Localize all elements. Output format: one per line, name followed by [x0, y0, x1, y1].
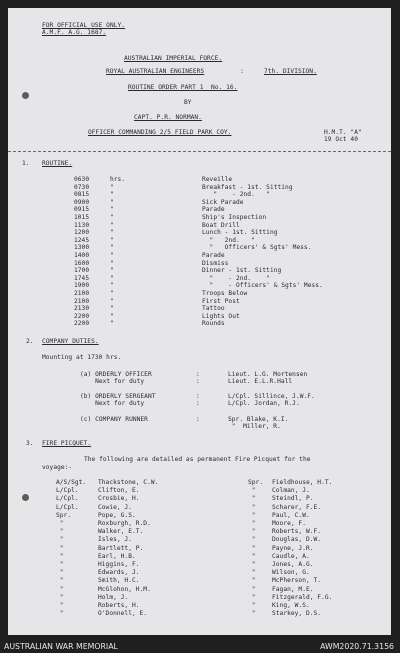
- routine-unit: ": [110, 259, 114, 267]
- punch-hole-bottom: [22, 494, 29, 501]
- routine-event: Breakfast - 1st. Sitting: [202, 183, 293, 191]
- routine-event: " - 2nd. ": [202, 274, 270, 282]
- author-name: CAPT. P.R. NORMAN.: [134, 114, 202, 121]
- section-1-heading: ROUTINE.: [42, 160, 73, 167]
- duty-separator: :: [196, 416, 200, 423]
- picquet-left-name: McGlohon, H.M.: [98, 585, 151, 593]
- picquet-right-name: Roberts, W.F.: [272, 528, 322, 536]
- picquet-left-name: O'Donnell, E.: [98, 610, 148, 618]
- picquet-right-rank: ": [248, 577, 256, 585]
- routine-event: Troops Below: [202, 290, 248, 297]
- section-3-number: 3.: [26, 440, 34, 447]
- picquet-left-rank: ": [56, 577, 64, 585]
- picquet-right-rank: ": [248, 536, 256, 544]
- routine-time: 0630: [74, 176, 90, 183]
- routine-event: Boat Drill: [202, 221, 240, 229]
- picquet-right-rank: ": [248, 544, 256, 552]
- picquet-right-name: Fieldhouse, H.T.: [272, 479, 333, 486]
- picquet-right-rank: ": [248, 511, 256, 519]
- picquet-left-rank: ": [56, 593, 64, 601]
- picquet-left-rank: L/Cpl.: [56, 495, 79, 503]
- duty-value: Spr. Blake, K.I.: [228, 416, 289, 423]
- picquet-left-name: Roxburgh, R.D.: [98, 520, 151, 527]
- duty-label: Next for duty: [80, 378, 145, 385]
- picquet-left-rank: ": [56, 536, 64, 544]
- picquet-left-rank: A/S/Sgt.: [56, 479, 87, 486]
- routine-unit: ": [110, 282, 114, 290]
- section-1-number: 1.: [22, 160, 30, 167]
- picquet-left-name: Roberts, H.: [98, 602, 140, 609]
- by-label: BY: [184, 99, 192, 106]
- division-name: 7th. DIVISION.: [264, 68, 317, 75]
- picquet-right-name: Starkey, D.S.: [272, 610, 322, 618]
- routine-time: 1745: [74, 274, 90, 282]
- routine-unit: ": [110, 229, 114, 237]
- picquet-left-name: Walker, E.T.: [98, 528, 144, 536]
- unit-separator: :: [240, 68, 244, 75]
- picquet-intro-line-1: The following are detailed as permanent Fire Picquet for the: [84, 456, 311, 463]
- duty-value: Lieut. L.G. Mortensen: [228, 371, 308, 378]
- routine-time: 1200: [74, 229, 90, 237]
- picquet-left-rank: L/Cpl.: [56, 487, 79, 495]
- picquet-right-rank: ": [248, 520, 256, 527]
- picquet-left-rank: ": [56, 602, 64, 609]
- routine-time: 1300: [74, 244, 90, 252]
- section-2-heading: COMPANY DUTIES.: [42, 338, 99, 345]
- picquet-right-name: Moore, F.: [272, 520, 306, 527]
- routine-unit: ": [110, 221, 114, 229]
- routine-unit: ": [110, 252, 114, 259]
- picquet-right-rank: ": [248, 602, 256, 609]
- routine-time: 1245: [74, 236, 90, 244]
- routine-event: Lights Out: [202, 312, 240, 320]
- section-3-heading: FIRE PICQUET.: [42, 440, 92, 447]
- order-title: ROUTINE ORDER PART 1 No. 16.: [128, 84, 238, 91]
- duty-separator: :: [196, 371, 200, 378]
- picquet-left-name: Higgins, F.: [98, 561, 140, 568]
- document-page: [8, 8, 391, 635]
- mounting-time: Mounting at 1730 hrs.: [42, 354, 122, 361]
- picquet-left-name: Clifton, E.: [98, 487, 140, 495]
- duty-label: (a) ORDERLY OFFICER: [80, 371, 152, 378]
- ship-designation: H.M.T. "A": [324, 129, 362, 136]
- routine-unit: ": [110, 236, 114, 244]
- routine-time: 2200: [74, 312, 90, 320]
- force-title: AUSTRALIAN IMPERIAL FORCE.: [124, 55, 223, 62]
- routine-unit: ": [110, 214, 114, 221]
- picquet-left-rank: ": [56, 569, 64, 577]
- punch-hole-top: [22, 92, 29, 99]
- picquet-right-rank: ": [248, 552, 256, 560]
- picquet-right-rank: ": [248, 487, 256, 495]
- duty-separator: :: [196, 378, 200, 385]
- picquet-right-rank: ": [248, 610, 256, 618]
- routine-unit: ": [110, 198, 114, 206]
- routine-unit: ": [110, 320, 114, 328]
- picquet-left-name: Crosbie, H.: [98, 495, 140, 503]
- routine-unit: ": [110, 290, 114, 297]
- picquet-left-rank: ": [56, 585, 64, 593]
- routine-event: Lunch - 1st. Sitting: [202, 229, 278, 237]
- routine-time: 1900: [74, 282, 90, 290]
- routine-time: 1700: [74, 267, 90, 275]
- picquet-left-rank: ": [56, 610, 64, 618]
- picquet-left-rank: L/Cpl.: [56, 503, 79, 511]
- routine-time: 2100: [74, 297, 90, 305]
- routine-time: 1015: [74, 214, 90, 221]
- routine-time: 0900: [74, 198, 90, 206]
- picquet-left-name: Isles, J.: [98, 536, 132, 544]
- duty-value: Lieut. E.L.R.Hall: [228, 378, 293, 385]
- security-line-1: FOR OFFICIAL USE ONLY.: [42, 22, 126, 29]
- routine-unit: ": [110, 305, 114, 313]
- routine-event: Sick Parade: [202, 198, 244, 206]
- picquet-right-name: Scharer, F.E.: [272, 503, 322, 511]
- picquet-right-name: McPherson, T.: [272, 577, 322, 585]
- routine-unit: ": [110, 191, 114, 199]
- routine-unit: ": [110, 267, 114, 275]
- picquet-left-name: Earl, H.B.: [98, 552, 136, 560]
- duty-label: (c) COMPANY RUNNER: [80, 416, 148, 423]
- routine-unit: ": [110, 312, 114, 320]
- picquet-right-rank: ": [248, 561, 256, 568]
- picquet-right-rank: ": [248, 495, 256, 503]
- duty-value: L/Cpl. Sillince, J.W.F.: [228, 393, 315, 400]
- routine-event: Tattoo: [202, 305, 225, 313]
- routine-event: " - 2nd. ": [202, 191, 270, 199]
- routine-event: " 2nd. ": [202, 236, 255, 244]
- picquet-left-rank: Spr.: [56, 511, 72, 519]
- picquet-right-name: Fagan, M.E.: [272, 585, 314, 593]
- picquet-right-name: Fitzgerald, F.G.: [272, 593, 333, 601]
- picquet-right-name: Steindl, P.: [272, 495, 314, 503]
- routine-event: Dinner - 1st. Sitting: [202, 267, 282, 275]
- routine-time: 1600: [74, 259, 90, 267]
- picquet-left-rank: ": [56, 561, 64, 568]
- unit-name: ROYAL AUSTRALIAN ENGINEERS: [106, 68, 205, 75]
- security-line-2: A.M.F. A.G. 1687.: [42, 29, 107, 36]
- duty-label: Next for duty: [80, 400, 145, 407]
- picquet-right-rank: ": [248, 528, 256, 536]
- duty-value: L/Cpl. Jordan, R.J.: [228, 400, 300, 407]
- routine-time: 1400: [74, 252, 90, 259]
- duty-label: (b) ORDERLY SERGEANT: [80, 393, 156, 400]
- picquet-right-name: Paul, C.W.: [272, 511, 310, 519]
- picquet-left-rank: ": [56, 528, 64, 536]
- picquet-right-rank: ": [248, 593, 256, 601]
- routine-time: 2200: [74, 320, 90, 328]
- picquet-left-name: Holm, J.: [98, 593, 129, 601]
- picquet-left-rank: ": [56, 544, 64, 552]
- picquet-left-name: Cowie, J.: [98, 503, 132, 511]
- picquet-left-name: Bartlett, P.: [98, 544, 144, 552]
- picquet-left-rank: ": [56, 520, 64, 527]
- routine-event: " - Officers' & Sgts' Mess.: [202, 282, 323, 290]
- footer-accession: AWM2020.71.3156: [320, 642, 394, 651]
- archive-footer: [0, 640, 400, 653]
- picquet-right-name: Jones, A.G.: [272, 561, 314, 568]
- picquet-left-name: Pope, G.S.: [98, 511, 136, 519]
- section-2-number: 2.: [26, 338, 34, 345]
- duty-separator: :: [196, 393, 200, 400]
- routine-event: Ship's Inspection: [202, 214, 267, 221]
- header-divider: [8, 151, 391, 153]
- picquet-right-name: Caudle, A.: [272, 552, 310, 560]
- routine-unit: hrs.: [110, 176, 126, 183]
- picquet-right-name: Douglas, D.W.: [272, 536, 322, 544]
- picquet-left-name: Edwards, J.: [98, 569, 140, 577]
- picquet-left-rank: ": [56, 552, 64, 560]
- routine-event: Rounds: [202, 320, 225, 328]
- order-date: 19 Oct 40: [324, 136, 358, 143]
- routine-unit: ": [110, 244, 114, 252]
- picquet-right-rank: ": [248, 585, 256, 593]
- routine-event: " Officers' & Sgts' Mess.: [202, 244, 312, 252]
- routine-unit: ": [110, 274, 114, 282]
- duty-separator: :: [196, 400, 200, 407]
- routine-time: 0815: [74, 191, 90, 199]
- picquet-right-rank: ": [248, 569, 256, 577]
- picquet-intro-line-2: voyage:-: [42, 464, 73, 471]
- picquet-right-rank: Spr.: [248, 479, 264, 486]
- picquet-left-name: Smith, H.C.: [98, 577, 140, 585]
- routine-time: 0730: [74, 183, 90, 191]
- routine-event: Reveille: [202, 176, 233, 183]
- picquet-right-rank: ": [248, 503, 256, 511]
- routine-event: Parade: [202, 206, 225, 214]
- picquet-right-name: Payne, J.R.: [272, 544, 314, 552]
- routine-unit: ": [110, 297, 114, 305]
- routine-event: First Post: [202, 297, 240, 305]
- routine-time: 2130: [74, 305, 90, 313]
- routine-time: 0915: [74, 206, 90, 214]
- author-role: OFFICER COMMANDING 2/5 FIELD PARK COY.: [88, 129, 232, 136]
- routine-unit: ": [110, 206, 114, 214]
- duty-value: " Miller, R.: [228, 423, 281, 430]
- picquet-right-name: Colman, J.: [272, 487, 310, 495]
- routine-event: Dismiss: [202, 259, 229, 267]
- picquet-right-name: King, W.S.: [272, 602, 310, 609]
- picquet-right-name: Wilson, G.: [272, 569, 310, 577]
- routine-event: Parade: [202, 252, 225, 259]
- routine-unit: ": [110, 183, 114, 191]
- routine-time: 2100: [74, 290, 90, 297]
- picquet-left-name: Thackstone, C.W.: [98, 479, 159, 486]
- routine-time: 1130: [74, 221, 90, 229]
- footer-source: AUSTRALIAN WAR MEMORIAL: [4, 642, 118, 651]
